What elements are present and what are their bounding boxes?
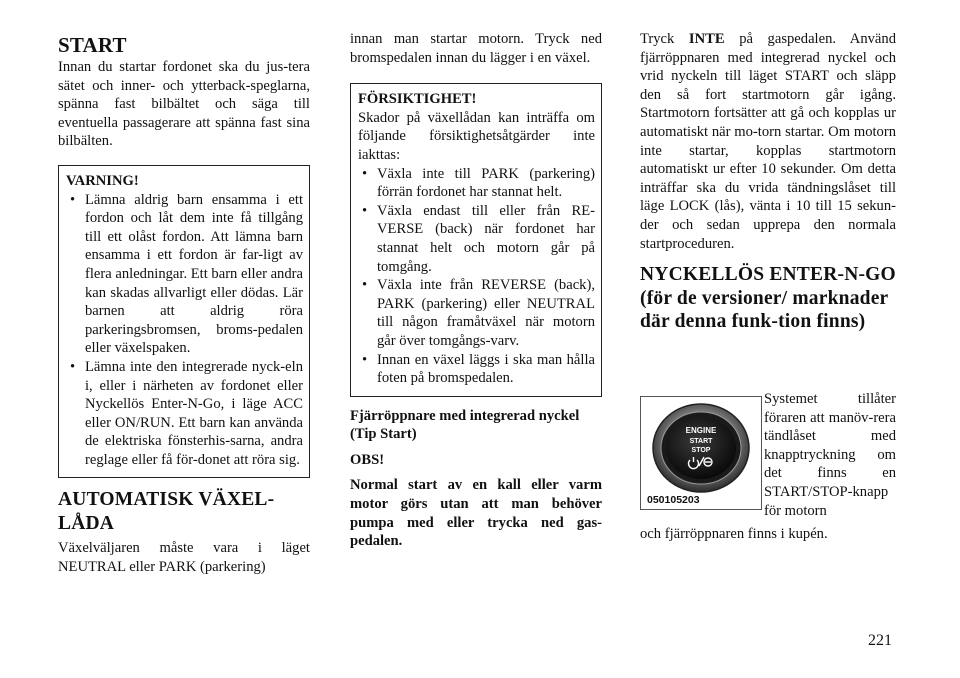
intro-paragraph: innan man startar motorn. Tryck ned bromspedalen innan du lägger i en växel. [350,31,602,66]
keyless-wrap-text [764,390,896,520]
button-line1: ENGINE [685,426,717,435]
auto-heading-line1: AUTOMATISK VÄXEL- [58,489,275,511]
press-rest: på gaspedalen. Använd fjärröppnaren med integrerad nyckel och vrid nyckeln till läget START och släpp den så fort startmotorn går igång. Startmotorn fortsätter att gå och kopplas ur automatiskt när mo-torn startar. Om motorn inte startar, kopplas startmotorn automatiskt ur efter 10 sekunder. Om detta inträffar ska du vrida tändningslåset till läge LOCK (lås), vänta i 10 till 15 sekun-der och sedan upprepa den normala startproceduren. [640,31,896,252]
warning-item: • Lämna aldrig barn ensamma i ett fordon och låt dem inte få tillgång till ett olåst fordon. Att lämna barn ensamma i ett fordon är far-ligt av flera anledningar. Ett barn eller andra kan skadas allvarligt eller dödas. Lär barnen att aldrig röra parkeringsbromsen, broms-pedalen eller växelspaken. [66,191,303,358]
page-number: 221 [868,632,892,649]
auto-heading-line2: LÅDA [58,512,115,534]
keyless-heading: NYCKELLÖS ENTER-N-GO (för de versioner/ marknader där denna funk-tion finns) [640,264,896,333]
start-paragraph: Innan du startar fordonet ska du jus-tera sätet och inner- och ytterback-speglarna, spänna fast bilbältet och säga till eventuella passagerare att spänna fast sina bilbälten. [58,59,310,150]
warning-list [66,191,303,470]
automatic-transmission-paragraph: Växelväljaren måste vara i läget NEUTRAL eller PARK (parkering) [58,540,310,576]
caution-box [350,83,602,397]
warning-item: • Lämna inte den integrerade nyck-eln i, eller i närheten av fordonet eller Nyckellös Enter-N-Go, i läge ACC eller ON/RUN. Ett barn kan använda de elektriska fönsterhis-sarna, andra reglage eller få för-donet att röra sig. [66,358,303,470]
caution-item: • Växla endast till eller från RE-VERSE (back) när fordonet har stannat helt och motorn går på tomgång. [358,202,595,276]
keyless-after-paragraph: och fjärröppnaren finns i kupén. [640,526,828,542]
obs-text: Normal start av en kall eller varm motor görs utan att man behöver pumpa med eller trycka ned gas-pedalen. [350,477,602,550]
caution-item: • Växla inte till PARK (parkering) förrän fordonet har stannat helt. [358,165,595,202]
press-inte: INTE [688,31,725,47]
button-line3: STOP [691,447,711,454]
caution-title: FÖRSIKTIGHET! [358,91,477,108]
remote-start-heading: Fjärröppnare med integrerad nyckel (Tip Start) [350,407,580,443]
keyless-after-text [640,525,900,544]
engine-start-button-figure [640,396,762,510]
warning-title: VARNING! [66,172,139,189]
caution-text: Skador på växellådan kan inträffa om följande försiktighetsåtgärder inte iakttas: [358,109,595,163]
engine-start-button-icon [641,397,761,493]
warning-box [58,165,310,479]
obs-label: OBS! [350,451,385,468]
press-paragraph [640,30,896,253]
caution-list [358,165,595,388]
automatic-transmission-heading [58,488,310,535]
caution-item: • Innan en växel läggs i ska man hålla foten på bromspedalen. [358,351,595,388]
column-1 [58,30,310,577]
keyless-paragraph: Systemet tillåter föraren att manöv-rera tändlåset med knapptryckning om det finns en START/STOP-knapp för motorn [764,391,896,519]
figure-id: 050105203 [647,494,700,506]
press-prefix: Tryck [640,31,689,47]
button-line2: START [689,438,713,445]
caution-item: • Växla inte från REVERSE (back), PARK (parkering) eller NEUTRAL till någon framåtväxel när motorn går över tomgångs-varv. [358,276,595,350]
column-2 [350,30,602,551]
column-3 [640,30,896,338]
start-heading: START [58,33,127,57]
